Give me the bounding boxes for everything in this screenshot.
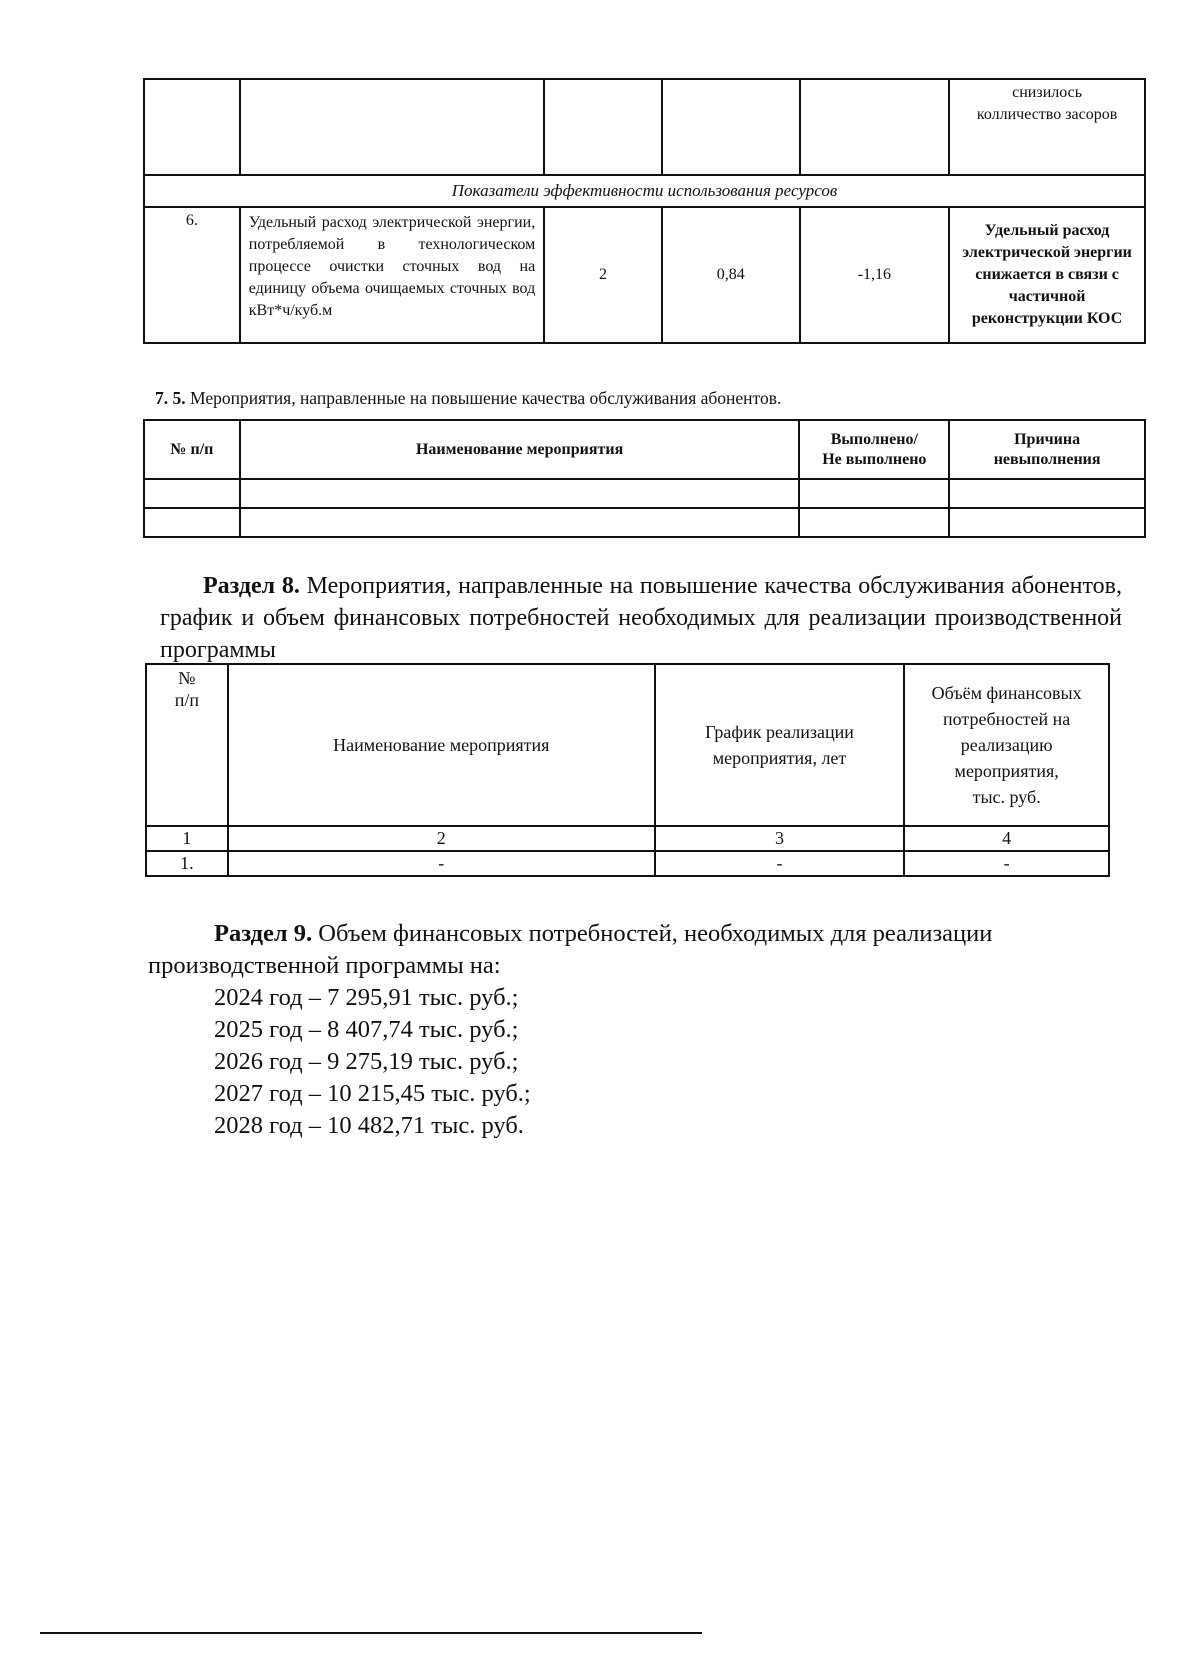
table-row — [144, 175, 1145, 207]
indicator-description: Удельный расход электрической энергии, потребляемой в технологическом процессе очистки сточных вод на единицу объема очищаемых сточных вод кВт*ч/куб.м — [240, 207, 544, 343]
table-cell: - — [655, 851, 905, 876]
table-cell — [799, 479, 949, 508]
table-cell: - — [904, 851, 1109, 876]
table-cell — [800, 79, 950, 175]
table-cell — [144, 79, 240, 175]
section-8-paragraph — [160, 570, 1122, 666]
table-header-row — [146, 664, 1109, 826]
section-9-label: Раздел 9. — [214, 920, 313, 947]
table-cell — [240, 79, 544, 175]
year-financing-2025: 2025 год – 8 407,74 тыс. руб.; — [214, 1016, 519, 1043]
deviation-reason: Удельный расход электрической энергии снижается в связи с частичной реконструкции КОС — [949, 207, 1145, 343]
section-9-paragraph — [148, 918, 1088, 982]
table-row — [144, 508, 1145, 537]
table-index-row — [146, 826, 1109, 851]
section-8-label: Раздел 8. — [203, 573, 300, 599]
table-row — [144, 207, 1145, 343]
section-7-5-heading — [155, 388, 781, 409]
year-financing-2024: 2024 год – 7 295,91 тыс. руб.; — [214, 984, 519, 1011]
section-7-5-text: Мероприятия, направленные на повышение качества обслуживания абонентов. — [185, 388, 782, 408]
section-7-5-number: 7. 5. — [155, 388, 186, 408]
section-9-intro — [148, 918, 1088, 982]
header-cell: Объём финансовых потребностей на реализацию мероприятия, тыс. руб. — [904, 664, 1109, 826]
header-cell: Наименование мероприятия — [228, 664, 655, 826]
section-label-resource-efficiency: Показатели эффективности использования ресурсов — [144, 175, 1145, 207]
deviation-value: -1,16 — [800, 207, 950, 343]
table-cell — [240, 479, 800, 508]
table-cell: - — [228, 851, 655, 876]
table-cell: 1 — [146, 826, 228, 851]
row-number: 6. — [144, 207, 240, 343]
table-cell — [240, 508, 800, 537]
header-cell: Причина невыполнения — [949, 420, 1145, 479]
fact-value: 0,84 — [662, 207, 800, 343]
year-financing-2028: 2028 год – 10 482,71 тыс. руб. — [214, 1112, 524, 1139]
table-cell — [662, 79, 800, 175]
year-financing-2027: 2027 год – 10 215,45 тыс. руб.; — [214, 1080, 531, 1107]
table-cell: 3 — [655, 826, 905, 851]
header-cell: Наименование мероприятия — [240, 420, 800, 479]
header-cell: № п/п — [144, 420, 240, 479]
header-cell: График реализации мероприятия, лет — [655, 664, 905, 826]
plan-value: 2 — [544, 207, 662, 343]
section-8-text: Мероприятия, направленные на повышение качества обслуживания абонентов, график и объем финансовых потребностей необходимых для реализации производственной программы — [160, 573, 1122, 663]
section-9-text: Объем финансовых потребностей, необходимых для реализации производственной программы на: — [148, 920, 993, 979]
financial-needs-schedule-table — [145, 663, 1110, 877]
table-cell: 2 — [228, 826, 655, 851]
header-cell: Выполнено/ Не выполнено — [799, 420, 949, 479]
table-cell — [799, 508, 949, 537]
table-row — [144, 479, 1145, 508]
year-financing-2026: 2026 год – 9 275,19 тыс. руб.; — [214, 1048, 519, 1075]
indicators-table — [143, 78, 1146, 344]
header-cell: № п/п — [146, 664, 228, 826]
subscriber-service-measures-table — [143, 419, 1146, 538]
table-cell — [144, 479, 240, 508]
table-cell — [949, 508, 1145, 537]
table-cell: 4 — [904, 826, 1109, 851]
table-cell — [544, 79, 662, 175]
footer-divider — [40, 1632, 702, 1634]
table-cell — [949, 479, 1145, 508]
table-cell: 1. — [146, 851, 228, 876]
table-row — [144, 79, 1145, 175]
table-cell — [144, 508, 240, 537]
table-header-row — [144, 420, 1145, 479]
table-row — [146, 851, 1109, 876]
previous-row-reason-fragment: снизилось колличество засоров — [949, 79, 1145, 175]
